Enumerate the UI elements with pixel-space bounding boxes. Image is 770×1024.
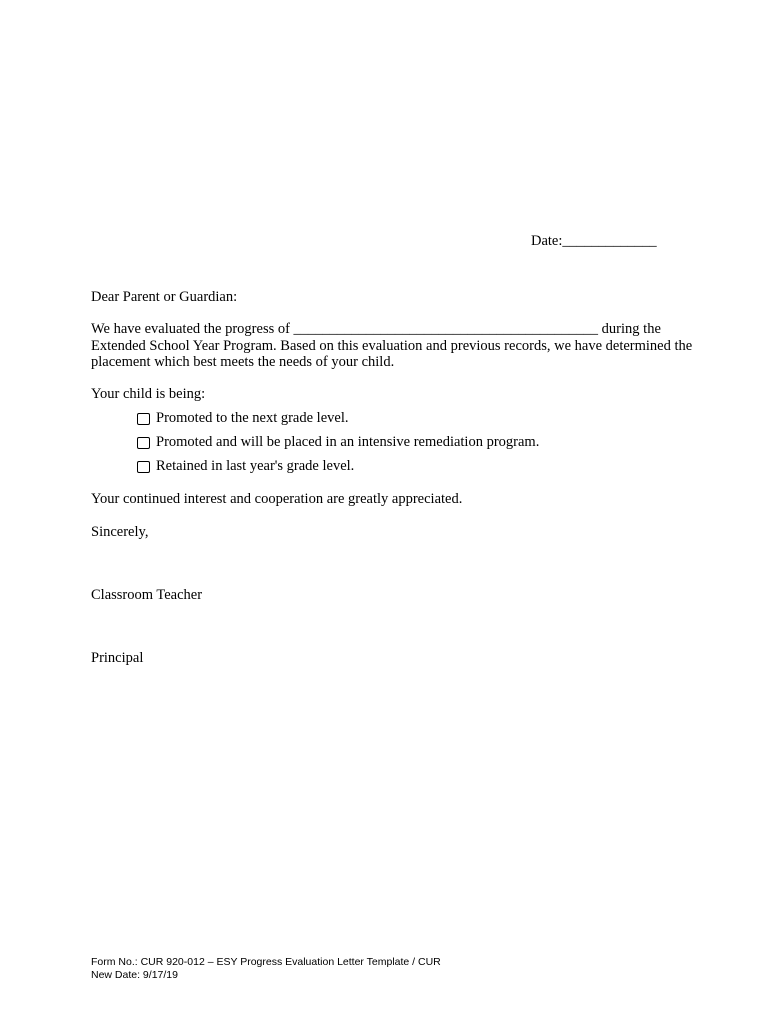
- option-label: Retained in last year's grade level.: [156, 458, 355, 474]
- form-number: Form No.: CUR 920-012 – ESY Progress Evaluation Letter Template / CUR: [91, 956, 441, 968]
- date-field: Date:_____________: [531, 233, 657, 249]
- form-footer: [91, 956, 441, 981]
- signature-principal: Principal: [91, 650, 144, 666]
- option-label: Promoted to the next grade level.: [156, 410, 349, 426]
- appreciation-line: Your continued interest and cooperation are greatly appreciated.: [91, 491, 463, 507]
- option-retained[interactable]: [137, 458, 354, 475]
- evaluation-paragraph: [91, 321, 692, 371]
- child-being-label: Your child is being:: [91, 386, 206, 402]
- signature-classroom-teacher: Classroom Teacher: [91, 587, 203, 603]
- option-promoted[interactable]: [137, 410, 348, 427]
- form-new-date: New Date: 9/17/19: [91, 968, 178, 981]
- checkbox[interactable]: [137, 437, 150, 449]
- checkbox[interactable]: [137, 461, 150, 473]
- paragraph-line: Extended School Year Program. Based on this evaluation and previous records, we have determined the: [91, 337, 693, 354]
- paragraph-line: placement which best meets the needs of your child.: [91, 354, 395, 370]
- option-promoted-remediation[interactable]: [137, 434, 539, 451]
- sign-off: Sincerely,: [91, 524, 149, 540]
- option-label: Promoted and will be placed in an intensive remediation program.: [156, 434, 540, 450]
- greeting: Dear Parent or Guardian:: [91, 289, 238, 305]
- paragraph-line: We have evaluated the progress of __________________________________________ during the: [91, 321, 661, 337]
- checkbox[interactable]: [137, 413, 150, 425]
